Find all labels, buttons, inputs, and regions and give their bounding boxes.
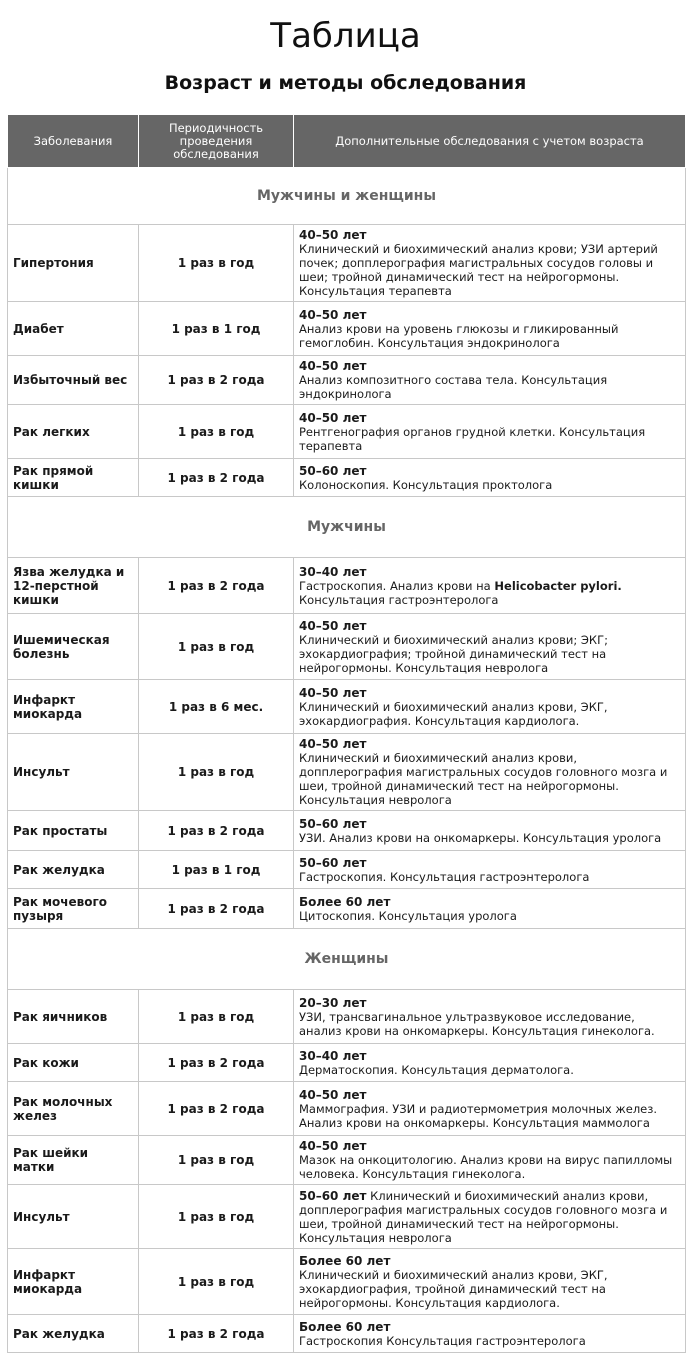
details-cell xyxy=(294,889,686,929)
details-text: Гастроскопия Консультация гастроэнтеролога xyxy=(299,1333,586,1348)
disease-cell: Рак кожи xyxy=(8,1044,139,1082)
details-cell xyxy=(294,1044,686,1082)
table-row xyxy=(8,302,686,356)
disease-cell: Рак прямой кишки xyxy=(8,459,139,497)
period-cell: 1 раз в год xyxy=(139,1249,294,1315)
disease-cell: Рак шейки матки xyxy=(8,1136,139,1185)
details-cell xyxy=(294,356,686,405)
details-text: Гастроскопия. Анализ крови на xyxy=(299,578,495,593)
details-cell xyxy=(294,1315,686,1353)
details-cell xyxy=(294,811,686,851)
disease-cell: Инфаркт миокарда xyxy=(8,1249,139,1315)
disease-cell: Гипертония xyxy=(8,225,139,302)
section-row xyxy=(8,929,686,990)
disease-cell: Рак мочевого пузыря xyxy=(8,889,139,929)
details-cell xyxy=(294,225,686,302)
table-row xyxy=(8,811,686,851)
age-range: 40–50 лет xyxy=(299,228,367,242)
section-row xyxy=(8,168,686,225)
details-text: Колоноскопия. Консультация проктолога xyxy=(299,477,553,492)
period-cell: 1 раз в год xyxy=(139,1136,294,1185)
age-range: 50–60 лет xyxy=(299,816,367,831)
table-row xyxy=(8,680,686,734)
exam-table xyxy=(7,114,686,1353)
disease-cell: Рак простаты xyxy=(8,811,139,851)
table-body xyxy=(8,168,686,1353)
period-cell: 1 раз в 2 года xyxy=(139,356,294,405)
table-row xyxy=(8,614,686,680)
table-row xyxy=(8,1249,686,1315)
period-cell: 1 раз в год xyxy=(139,614,294,680)
disease-cell: Ишемическая болезнь xyxy=(8,614,139,680)
details-cell xyxy=(294,405,686,459)
age-range: 50–60 лет xyxy=(299,463,367,478)
period-cell: 1 раз в 6 мес. xyxy=(139,680,294,734)
age-range: 40–50 лет xyxy=(299,307,367,322)
period-cell: 1 раз в год xyxy=(139,1185,294,1249)
age-range: 40–50 лет xyxy=(299,410,367,425)
age-range: 40–50 лет xyxy=(299,685,367,700)
page-title: Таблица xyxy=(270,16,421,56)
details-text: Анализ крови на уровень глюкозы и гликированный гемоглобин. Консультация эндокринолога xyxy=(299,321,619,350)
details-cell xyxy=(294,1082,686,1136)
period-cell: 1 раз в 2 года xyxy=(139,558,294,614)
period-cell: 1 раз в год xyxy=(139,225,294,302)
section-title: Женщины xyxy=(8,929,686,990)
table-row xyxy=(8,405,686,459)
age-range: 40–50 лет xyxy=(299,1087,367,1102)
details-text: Цитоскопия. Консультация уролога xyxy=(299,908,517,923)
period-cell: 1 раз в 1 год xyxy=(139,851,294,889)
header-disease: Заболевания xyxy=(8,115,139,168)
table-row xyxy=(8,1185,686,1249)
period-cell: 1 раз в год xyxy=(139,734,294,811)
details-cell xyxy=(294,1136,686,1185)
disease-cell: Избыточный вес xyxy=(8,356,139,405)
section-title: Мужчины xyxy=(8,497,686,558)
section-row xyxy=(8,497,686,558)
details-text: Клинический и биохимический анализ крови, допплерография магистральных сосудов головного мозга и шеи, тройной динамический тест на нейрогормоны. Консультация невролога xyxy=(299,751,668,807)
details-text: Анализ композитного состава тела. Консультация эндокринолога xyxy=(299,373,608,401)
table-row xyxy=(8,1315,686,1353)
details-cell xyxy=(294,1185,686,1249)
details-cell xyxy=(294,459,686,497)
disease-cell: Рак легких xyxy=(8,405,139,459)
table-row xyxy=(8,225,686,302)
details-text: Клинический и биохимический анализ крови, ЭКГ, эхокардиография, тройной динамический тест на нейрогормоны. Консультация кардиолога. xyxy=(299,1267,608,1310)
details-text: Гастроскопия. Консультация гастроэнтеролога xyxy=(299,869,590,884)
header-period: Периодичность проведения обследования xyxy=(139,115,294,168)
age-range: Более 60 лет xyxy=(299,1319,391,1334)
details-cell xyxy=(294,1249,686,1315)
table-row xyxy=(8,558,686,614)
disease-cell: Инфаркт миокарда xyxy=(8,680,139,734)
table-row xyxy=(8,889,686,929)
age-range: 30–40 лет xyxy=(299,1048,367,1063)
details-text: УЗИ. Анализ крови на онкомаркеры. Консультация уролога xyxy=(299,830,662,845)
age-range: 50–60 лет xyxy=(299,1188,367,1203)
disease-cell: Язва желудка и 12-перстной кишки xyxy=(8,558,139,614)
details-text-emphasis: Helicobacter pylori. xyxy=(494,578,622,593)
age-range: Более 60 лет xyxy=(299,1253,391,1268)
details-text: Клинический и биохимический анализ крови; УЗИ артерий почек; допплерография магистральных сосудов головы и шеи; тройной динамический тест на нейрогормоны. Консультация терапевта xyxy=(299,242,658,298)
age-range: 40–50 лет xyxy=(299,1139,367,1153)
period-cell: 1 раз в 2 года xyxy=(139,459,294,497)
header-additional: Дополнительные обследования с учетом возраста xyxy=(294,115,686,168)
disease-cell: Рак яичников xyxy=(8,990,139,1044)
details-text: УЗИ, трансвагинальное ультразвуковое исследование, анализ крови на онкомаркеры. Консультация гинеколога. xyxy=(299,1009,655,1038)
period-cell: 1 раз в 2 года xyxy=(139,1044,294,1082)
details-text: Маммография. УЗИ и радиотермометрия молочных желез. Анализ крови на онкомаркеры. Консультация маммолога xyxy=(299,1101,658,1130)
age-range: 50–60 лет xyxy=(299,855,367,870)
details-cell xyxy=(294,558,686,614)
table-row xyxy=(8,1044,686,1082)
disease-cell: Рак молочных желез xyxy=(8,1082,139,1136)
details-cell xyxy=(294,614,686,680)
disease-cell: Рак желудка xyxy=(8,851,139,889)
details-text: Дерматоскопия. Консультация дерматолога. xyxy=(299,1062,574,1077)
table-row xyxy=(8,851,686,889)
page-subtitle: Возраст и методы обследования xyxy=(164,72,527,94)
table-row xyxy=(8,990,686,1044)
details-cell xyxy=(294,680,686,734)
disease-cell: Рак желудка xyxy=(8,1315,139,1353)
details-cell xyxy=(294,302,686,356)
age-range: 40–50 лет xyxy=(299,618,367,633)
age-range: 40–50 лет xyxy=(299,737,367,751)
age-range: 30–40 лет xyxy=(299,564,367,579)
period-cell: 1 раз в год xyxy=(139,405,294,459)
details-text: Клинический и биохимический анализ крови, ЭКГ, эхокардиография. Консультация кардиолога. xyxy=(299,699,608,728)
details-cell xyxy=(294,734,686,811)
disease-cell: Инсульт xyxy=(8,1185,139,1249)
age-range: 40–50 лет xyxy=(299,359,367,373)
table-row xyxy=(8,1136,686,1185)
table-row xyxy=(8,734,686,811)
age-range: Более 60 лет xyxy=(299,894,391,909)
disease-cell: Диабет xyxy=(8,302,139,356)
period-cell: 1 раз в 2 года xyxy=(139,1315,294,1353)
details-text: Мазок на онкоцитологию. Анализ крови на вирус папилломы человека. Консультация гинеколога. xyxy=(299,1153,673,1181)
section-title: Мужчины и женщины xyxy=(8,168,686,225)
disease-cell: Инсульт xyxy=(8,734,139,811)
period-cell: 1 раз в 2 года xyxy=(139,1082,294,1136)
period-cell: 1 раз в 2 года xyxy=(139,811,294,851)
details-cell xyxy=(294,990,686,1044)
age-range: 20–30 лет xyxy=(299,995,367,1010)
table-row xyxy=(8,356,686,405)
period-cell: 1 раз в 2 года xyxy=(139,889,294,929)
table-row xyxy=(8,459,686,497)
details-text: Консультация гастроэнтеролога xyxy=(299,592,499,607)
table-header-row xyxy=(8,115,686,168)
details-text: Рентгенография органов грудной клетки. Консультация терапевта xyxy=(299,424,646,453)
details-text: Клинический и биохимический анализ крови; ЭКГ; эхокардиография; тройной динамический тест на нейрогормоны. Консультация невролога xyxy=(299,632,608,675)
details-cell xyxy=(294,851,686,889)
period-cell: 1 раз в год xyxy=(139,990,294,1044)
period-cell: 1 раз в 1 год xyxy=(139,302,294,356)
table-row xyxy=(8,1082,686,1136)
details-text: Клинический и биохимический анализ крови, допплерография магистральных сосудов головного мозга и шеи, тройной динамический тест на нейрогормоны. Консультация невролога xyxy=(299,1188,668,1245)
